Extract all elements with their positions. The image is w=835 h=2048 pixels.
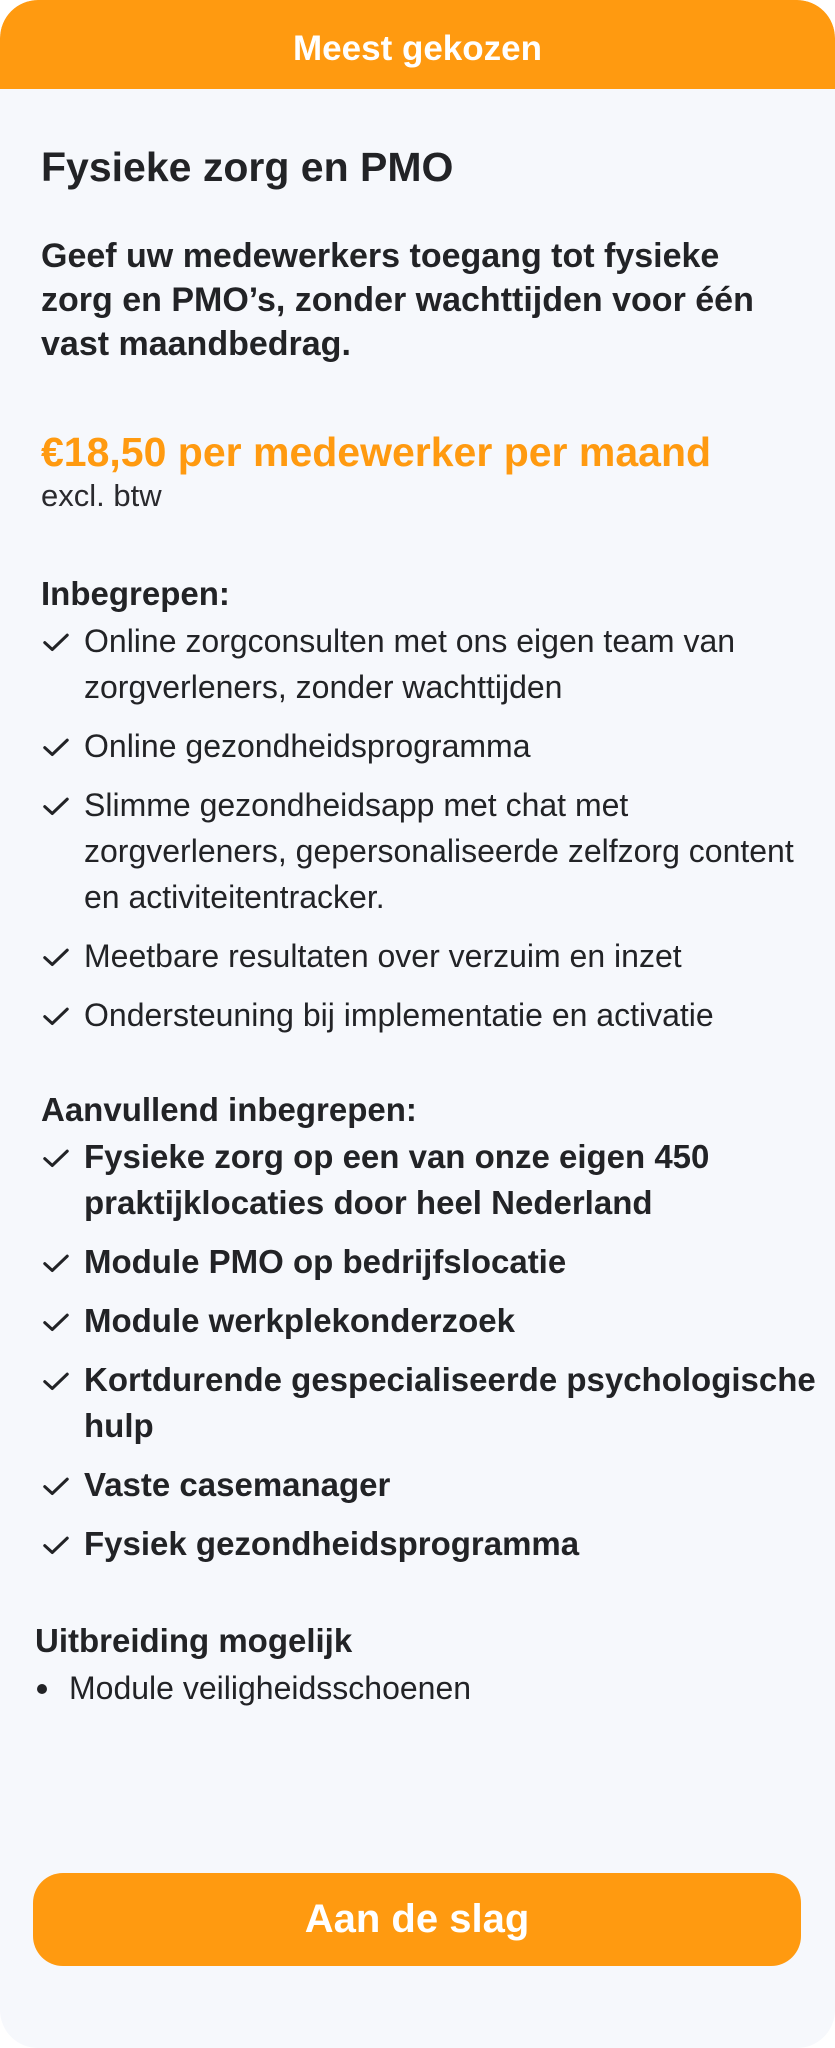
check-icon [41, 942, 71, 972]
included-item [41, 992, 834, 1038]
additional-item [41, 1134, 834, 1226]
included-heading: Inbegrepen: [41, 575, 230, 613]
included-item [41, 782, 834, 920]
included-item-text: Slimme gezondheidsapp met chat met zorgverleners, gepersonaliseerde zelfzorg content en activiteitentracker. [84, 787, 794, 916]
check-icon [41, 1471, 71, 1501]
additional-item-text: Fysiek gezondheidsprogramma [84, 1525, 580, 1563]
vat-note: excl. btw [41, 478, 162, 514]
check-icon [41, 791, 71, 821]
additional-item-text: Fysieke zorg op een van onze eigen 450 praktijklocaties door heel Nederland [84, 1138, 710, 1222]
additional-item [41, 1239, 834, 1285]
included-item [41, 723, 834, 769]
additional-heading: Aanvullend inbegrepen: [41, 1091, 417, 1129]
included-item-text: Ondersteuning bij implementatie en activatie [84, 997, 714, 1034]
most-chosen-banner: Meest gekozen [0, 0, 835, 89]
check-icon [41, 732, 71, 762]
card-content [0, 143, 835, 1711]
additional-list [41, 1134, 816, 1567]
check-icon [41, 1307, 71, 1337]
extension-list [41, 1665, 794, 1711]
additional-item [41, 1462, 834, 1508]
extension-item [35, 1665, 794, 1711]
included-item-text: Online gezondheidsprogramma [84, 728, 531, 765]
additional-item-text: Kortdurende gespecialiseerde psychologische hulp [84, 1361, 816, 1445]
get-started-button[interactable]: Aan de slag [33, 1873, 801, 1966]
plan-description: Geef uw medewerkers toegang tot fysieke zorg en PMO’s, zonder wachttijden voor één vast maandbedrag. [41, 237, 754, 364]
included-item-text: Online zorgconsulten met ons eigen team van zorgverleners, zonder wachttijden [84, 623, 736, 706]
check-icon [41, 1248, 71, 1278]
check-icon [41, 1530, 71, 1560]
included-list [41, 618, 794, 1038]
check-icon [41, 1366, 71, 1396]
additional-item [41, 1521, 834, 1567]
included-item-text: Meetbare resultaten over verzuim en inzet [84, 938, 682, 975]
included-item [41, 618, 834, 710]
check-icon [41, 627, 71, 657]
check-icon [41, 1001, 71, 1031]
bullet-icon [37, 1684, 47, 1694]
extension-heading: Uitbreiding mogelijk [35, 1622, 353, 1660]
check-icon [41, 1143, 71, 1173]
plan-title: Fysieke zorg en PMO [41, 144, 454, 190]
additional-item-text: Module PMO op bedrijfslocatie [84, 1243, 567, 1281]
extension-item-text: Module veiligheidsschoenen [69, 1670, 472, 1707]
additional-item-text: Vaste casemanager [84, 1466, 391, 1504]
plan-price: €18,50 per medewerker per maand [41, 429, 712, 476]
additional-item [41, 1298, 834, 1344]
additional-item-text: Module werkplekonderzoek [84, 1302, 515, 1340]
included-item [41, 933, 834, 979]
additional-item [41, 1357, 834, 1449]
